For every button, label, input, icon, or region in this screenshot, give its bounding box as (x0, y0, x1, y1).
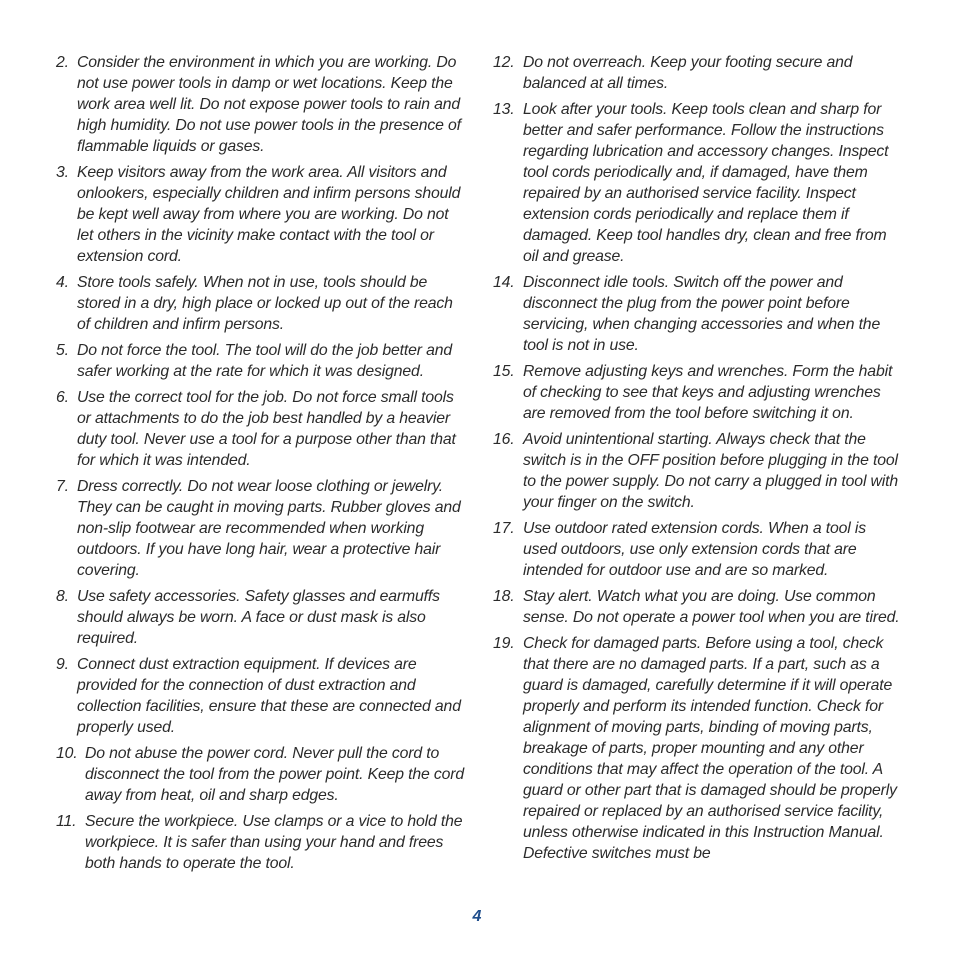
safety-item-9 (56, 654, 464, 738)
item-number: 9. (56, 656, 69, 673)
safety-item-13 (493, 99, 901, 267)
left-column (56, 52, 464, 879)
item-number: 6. (56, 389, 69, 406)
item-number: 4. (56, 274, 69, 291)
item-text: Avoid unintentional starting. Always check that the switch is in the OFF position before plugging in the tool to the power supply. Do not carry a plugged in tool with your finger on the switch. (523, 431, 899, 511)
item-number: 3. (56, 164, 69, 181)
item-number: 17. (493, 520, 515, 537)
safety-item-11 (56, 811, 464, 874)
item-number: 19. (493, 635, 515, 652)
right-column (493, 52, 901, 869)
item-text: Store tools safely. When not in use, tools should be stored in a dry, high place or locked up out of the reach of children and infirm persons. (77, 274, 453, 333)
item-number: 13. (493, 101, 515, 118)
item-number: 5. (56, 342, 69, 359)
safety-item-5 (56, 340, 464, 382)
item-number: 18. (493, 588, 515, 605)
item-number: 15. (493, 363, 515, 380)
item-text: Check for damaged parts. Before using a tool, check that there are no damaged parts. If a part, such as a guard is damaged, carefully determine if it will operate properly and perform its intended function. Check for alignment of moving parts, binding of moving parts, breakage of parts, proper mounting and any other conditions that may affect the operation of the tool. A guard or other part that is damaged should be properly repaired or replaced by an authorised service facility, unless otherwise indicated in this Instruction Manual. Defective switches must be (523, 635, 897, 862)
page-number: 4 (472, 908, 482, 925)
safety-item-18 (493, 586, 901, 628)
safety-item-10 (56, 743, 464, 806)
item-number: 8. (56, 588, 69, 605)
item-text: Do not force the tool. The tool will do the job better and safer working at the rate for which it was designed. (77, 342, 453, 380)
item-text: Connect dust extraction equipment. If devices are provided for the connection of dust extraction and collection facilities, ensure that these are connected and properly used. (77, 656, 461, 736)
item-text: Stay alert. Watch what you are doing. Use common sense. Do not operate a power tool when you are tired. (523, 588, 900, 626)
safety-item-4 (56, 272, 464, 335)
safety-item-16 (493, 429, 901, 513)
safety-item-7 (56, 476, 464, 581)
item-text: Consider the environment in which you are working. Do not use power tools in damp or wet locations. Keep the work area well lit. Do not expose power tools to rain and high humidity. Do not use power tools in the presence of flammable liquids or gases. (77, 54, 461, 155)
safety-item-8 (56, 586, 464, 649)
item-text: Secure the workpiece. Use clamps or a vice to hold the workpiece. It is safer than using your hand and frees both hands to operate the tool. (85, 813, 463, 872)
item-number: 12. (493, 54, 515, 71)
item-number: 7. (56, 478, 69, 495)
item-text: Disconnect idle tools. Switch off the power and disconnect the plug from the power point before servicing, when changing accessories and when the tool is not in use. (523, 274, 881, 354)
item-text: Use outdoor rated extension cords. When a tool is used outdoors, use only extension cords that are intended for outdoor use and are so marked. (523, 520, 867, 579)
item-number: 14. (493, 274, 515, 291)
safety-item-6 (56, 387, 464, 471)
item-text: Keep visitors away from the work area. All visitors and onlookers, especially children and infirm persons should be kept well away from where you are working. Do not let others in the vicinity make contact with the tool or extension cord. (77, 164, 461, 265)
item-text: Remove adjusting keys and wrenches. Form the habit of checking to see that keys and adjusting wrenches are removed from the tool before switching it on. (523, 363, 893, 422)
safety-item-3 (56, 162, 464, 267)
safety-item-15 (493, 361, 901, 424)
item-text: Do not overreach. Keep your footing secure and balanced at all times. (523, 54, 853, 92)
safety-item-19 (493, 633, 901, 864)
item-text: Do not abuse the power cord. Never pull the cord to disconnect the tool from the power point. Keep the cord away from heat, oil and sharp edges. (85, 745, 465, 804)
safety-item-12 (493, 52, 901, 94)
item-number: 10. (56, 745, 78, 762)
item-number: 16. (493, 431, 515, 448)
safety-item-2 (56, 52, 464, 157)
item-number: 11. (56, 813, 77, 830)
item-text: Use the correct tool for the job. Do not force small tools or attachments to do the job best handled by a heavier duty tool. Never use a tool for a purpose other than that for which it was intended. (77, 389, 456, 469)
item-text: Dress correctly. Do not wear loose clothing or jewelry. They can be caught in moving parts. Rubber gloves and non-slip footwear are recommended when working outdoors. If you have long hair, wear a protective hair covering. (77, 478, 461, 579)
item-text: Look after your tools. Keep tools clean and sharp for better and safer performance. Follow the instructions regarding lubrication and accessory changes. Inspect tool cords periodically and, if damaged, have them repaired by an authorised service facility. Inspect extension cords periodically and replace them if damaged. Keep tool handles dry, clean and free from oil and grease. (523, 101, 889, 265)
safety-item-17 (493, 518, 901, 581)
item-text: Use safety accessories. Safety glasses and earmuffs should always be worn. A face or dust mask is also required. (77, 588, 440, 647)
item-number: 2. (56, 54, 69, 71)
safety-item-14 (493, 272, 901, 356)
